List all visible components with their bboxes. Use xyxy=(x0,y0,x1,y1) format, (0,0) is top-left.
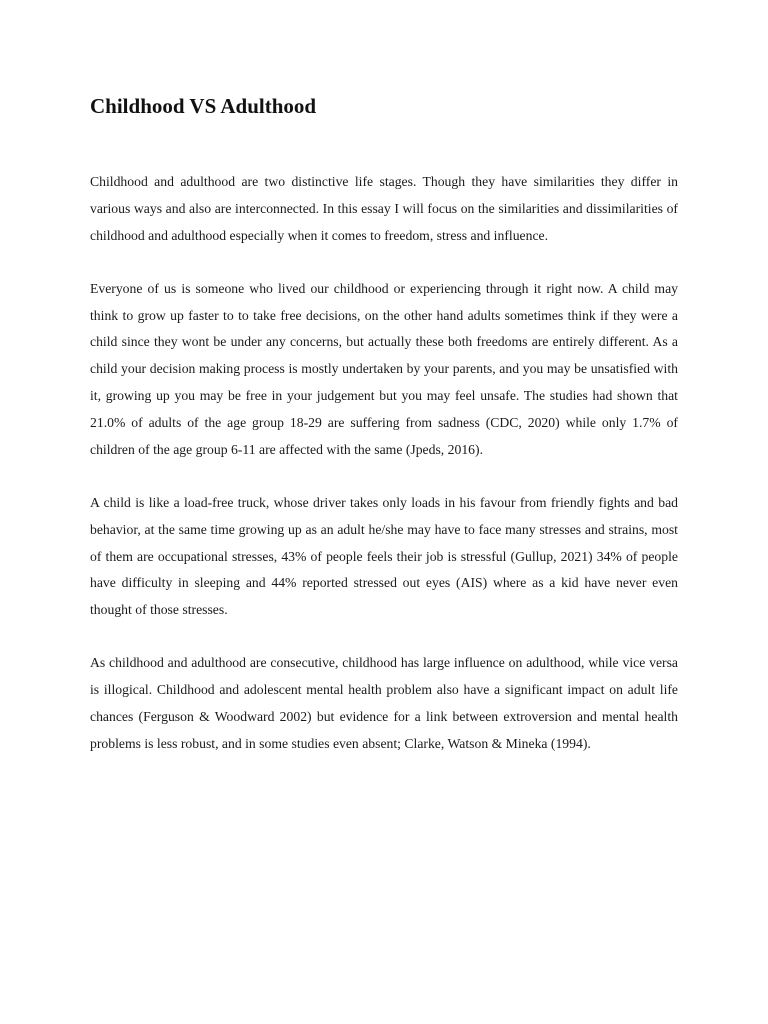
paragraph-influence: As childhood and adulthood are consecutive, childhood has large influence on adulthood, while vice versa is illogical. Childhood and adolescent mental health problem also have a significant impact on adult life chances (Ferguson & Woodward 2002) but evidence for a link between extroversion and mental health problems is less robust, and in some studies even absent; Clarke, Watson & Mineka (1994). xyxy=(90,655,678,751)
paragraph-introduction: Childhood and adulthood are two distinctive life stages. Though they have similarities they differ in various ways and also are interconnected. In this essay I will focus on the similarities and dissimilarities of childhood and adulthood especially when it comes to freedom, stress and influence. xyxy=(90,174,678,243)
document-body xyxy=(90,93,678,784)
document-title: Childhood VS Adulthood xyxy=(90,94,317,118)
paragraph-stress: A child is like a load-free truck, whose driver takes only loads in his favour from friendly fights and bad behavior, at the same time growing up as an adult he/she may have to face many stresses and strains, most of them are occupational stresses, 43% of people feels their job is stressful (Gullup, 2021) 34% of people have difficulty in sleeping and 44% reported stressed out eyes (AIS) where as a kid have never even thought of those stresses. xyxy=(90,494,678,618)
paragraph-freedom: Everyone of us is someone who lived our childhood or experiencing through it right now. A child may think to grow up faster to to take free decisions, on the other hand adults sometimes think if they were a child since they wont be under any concerns, but actually these both freedoms are entirely different. As a child your decision making process is mostly undertaken by your parents, and you may be unsatisfied with it, growing up you may be free in your judgement but you may feel unsafe. The studies had shown that 21.0% of adults of the age group 18-29 are suffering from sadness (CDC, 2020) while only 1.7% of children of the age group 6-11 are affected with the same (Jpeds, 2016). xyxy=(90,280,678,457)
